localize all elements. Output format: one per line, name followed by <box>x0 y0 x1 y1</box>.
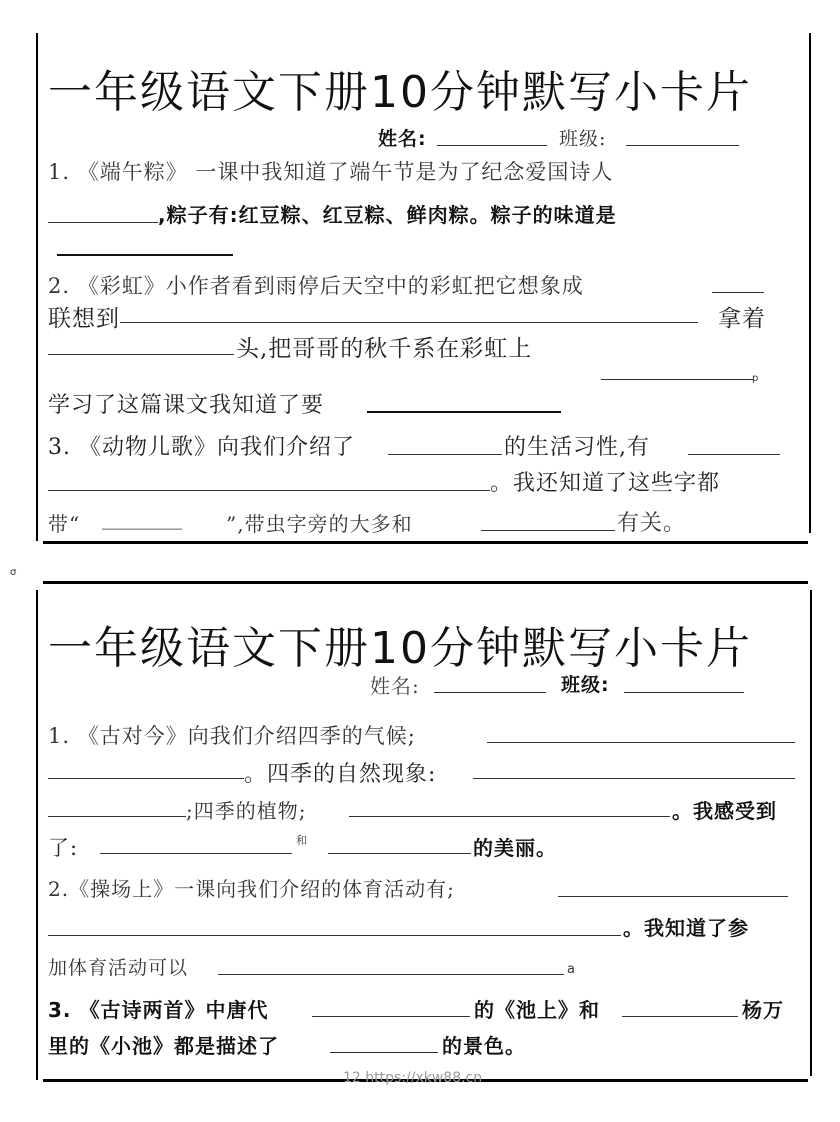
card-2-q2-line2: 。我知道了参 <box>623 916 749 940</box>
card-1-q1-blank-poet[interactable] <box>48 222 158 223</box>
card-1-right-border <box>809 33 811 533</box>
card-2-q1-blank-nature-cont[interactable] <box>48 816 186 817</box>
card-2-left-border <box>36 590 38 1080</box>
card-2-q1-line1: 1. 《古对今》向我们介绍四季的气候; <box>48 724 416 748</box>
card-1-q3-line3-c: 有关。 <box>617 511 687 536</box>
card-2-q1-line3-a: ;四季的植物; <box>186 799 307 823</box>
card-1-q2-line3: 头,把哥哥的秋千系在彩虹上 <box>236 336 533 362</box>
card-2-q3-blank-dynasty[interactable] <box>622 1016 738 1017</box>
card-2-q2-blank-activities-cont[interactable] <box>48 935 621 936</box>
separator-mark: σ <box>10 567 17 578</box>
card-1-q3-blank-has-cont[interactable] <box>48 490 490 491</box>
card-2-title: 一年级语文下册10分钟默写小卡片 <box>48 623 752 674</box>
card-1-q1-line1: 1. 《端午粽》 一课中我知道了端午节是为了纪念爱国诗人 <box>48 160 614 184</box>
card-2-q1-blank-climate-cont[interactable] <box>48 778 244 779</box>
card-2-q3-line1-b: 的《池上》和 <box>474 998 600 1022</box>
card-1-q1-line2: ,粽子有:红豆粽、红豆粽、鲜肉粽。粽子的味道是 <box>158 203 617 227</box>
card-2-name-label: 姓名: <box>370 674 420 698</box>
card-1-left-border <box>36 33 38 541</box>
card-2-q1-blank-feel-1[interactable] <box>100 853 292 854</box>
card-1-q3-line1-b: 的生活习性,有 <box>504 435 650 460</box>
card-1-q2-blank-holding[interactable] <box>48 354 234 355</box>
card-2-class-label: 班级: <box>561 674 610 696</box>
card-2-right-border <box>810 590 812 1076</box>
card-1-name-label: 姓名: <box>378 128 427 150</box>
card-2-q2-stray-mark: a <box>567 962 575 977</box>
card-1-q3-line1-a: 3. 《动物儿歌》向我们介绍了 <box>48 435 355 460</box>
card-2-q3-line1-a: 3. 《古诗两首》中唐代 <box>48 998 269 1022</box>
card-1-q3-blank-animals[interactable] <box>388 454 502 455</box>
card-2-q1-line4-b: 的美丽。 <box>473 836 557 860</box>
card-2-top-border <box>43 581 808 584</box>
card-1-q3-line3-a: 带“ <box>48 512 81 536</box>
card-2-q3-line2-a: 里的《小池》都是描述了 <box>48 1034 279 1058</box>
card-2-name-field[interactable] <box>434 692 546 693</box>
card-1-q2-blank-imagine[interactable] <box>712 292 764 293</box>
card-1-q2-line4: 学习了这篇课文我知道了要 <box>48 393 325 418</box>
card-2-q3-line1-c: 杨万 <box>742 998 784 1022</box>
card-2-q1-blank-nature[interactable] <box>473 778 795 779</box>
card-2-q2-blank-activities[interactable] <box>558 896 788 897</box>
card-1-q3-blank-related[interactable] <box>481 530 615 531</box>
card-2-q1-blank-feel-2[interactable] <box>328 853 471 854</box>
card-2-q1-line3-b: 。我感受到 <box>672 799 777 823</box>
card-2-q3-blank-scenery[interactable] <box>330 1052 438 1053</box>
card-1-q3-line3-b: ”,带虫字旁的大多和 <box>226 512 413 536</box>
card-1-q3-line2: 。我还知道了这些字都 <box>490 471 721 496</box>
card-1-class-label: 班级: <box>559 128 607 150</box>
card-2-q3-blank-poet[interactable] <box>312 1016 470 1017</box>
card-2-q1-blank-climate[interactable] <box>487 742 795 743</box>
card-1-q3-blank-has[interactable] <box>688 454 780 455</box>
card-1-q2-blank-learn[interactable] <box>367 411 561 413</box>
card-2-q1-line2: 。四季的自然现象: <box>244 762 437 787</box>
card-2-q2-blank-benefit[interactable] <box>218 974 564 975</box>
card-2-q1-line4-a: 了: <box>48 836 79 860</box>
card-2-q2-line1: 2.《操场上》一课向我们介绍的体育活动有; <box>48 877 455 901</box>
card-1-q2-line1: 2. 《彩虹》小作者看到雨停后天空中的彩虹把它想象成 <box>48 274 584 298</box>
card-1-q2-stray-mark: p <box>752 373 759 384</box>
card-2-q1-stray-mark: 和 <box>296 834 307 847</box>
card-2-class-field[interactable] <box>624 692 744 693</box>
card-1-q1-blank-taste[interactable] <box>57 254 233 256</box>
card-1-bottom-border <box>43 541 808 544</box>
card-2-q1-blank-plants[interactable] <box>349 816 670 817</box>
card-1-q2-blank-associate[interactable] <box>120 322 698 323</box>
card-1-name-field[interactable] <box>437 145 547 146</box>
card-1-q2-stray-line <box>601 379 753 380</box>
card-1-title: 一年级语文下册10分钟默写小卡片 <box>48 67 752 118</box>
card-2-q3-line2-b: 的景色。 <box>442 1034 526 1058</box>
card-1-class-field[interactable] <box>626 145 739 146</box>
card-1-q2-line2-suffix: 拿着 <box>718 306 766 332</box>
card-1-q2-line2-prefix: 联想到 <box>48 306 120 332</box>
card-2-q2-line3: 加体育活动可以 <box>48 957 189 979</box>
card-1-q3-line3-dashes[interactable]: ________ <box>102 506 182 530</box>
footer-watermark: 12 https://xkw88.cn <box>343 1070 483 1086</box>
